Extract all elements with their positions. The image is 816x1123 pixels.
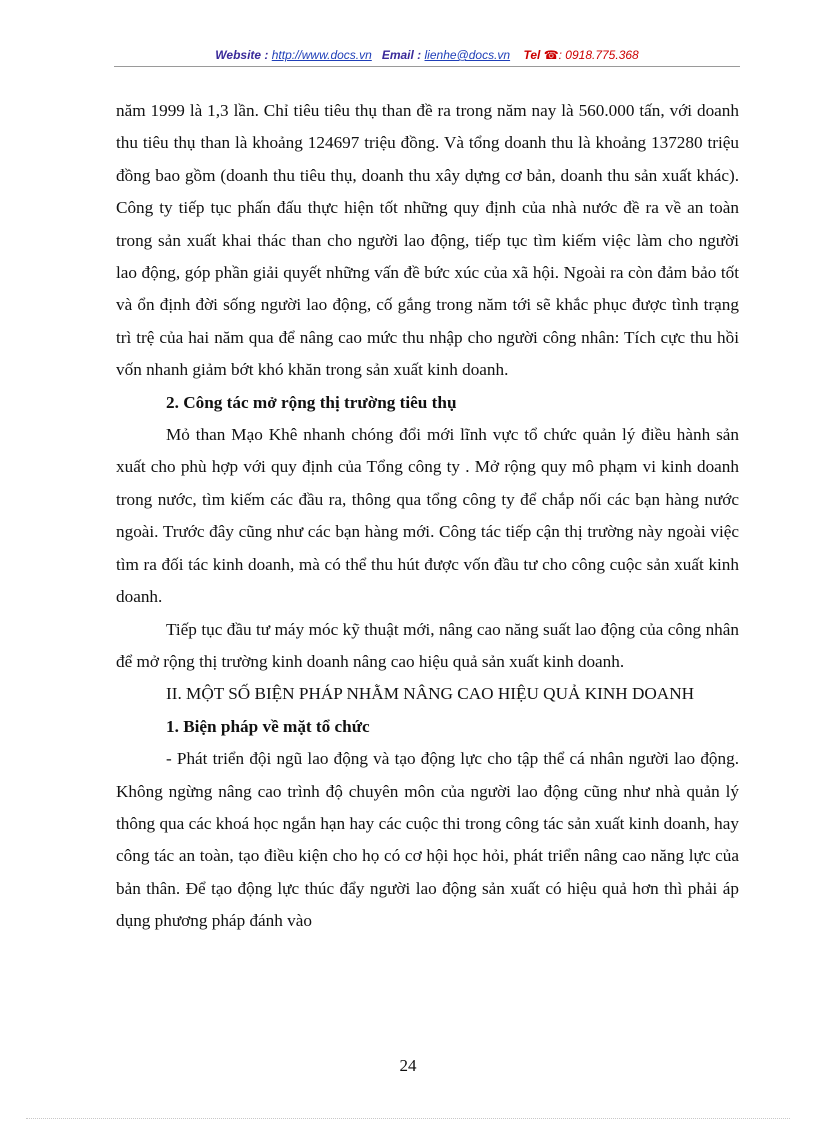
chapter-heading-measures: II. MỘT SỐ BIỆN PHÁP NHẰM NÂNG CAO HIỆU QUẢ KINH DOANH [166, 684, 695, 704]
paragraph-organization: - Phát triển đội ngũ lao động và tạo động lực cho tập thể cá nhân người lao động. Không ngừng nâng cao trình độ chuyên môn của người lao động cũng như nhà quản lý thông qua các khoá học ngắn hạn hay các cuộc thi trong công tác sản xuất kinh doanh, hay công tác an toàn, tạo điều kiện cho họ có cơ hội học hỏi, phát triển nâng cao năng lực của bản thân. Để tạo động lực thúc đẩy người lao động sản xuất có hiệu quả hơn thì phải áp dụng phương pháp đánh vào [116, 749, 739, 931]
tel-number: : 0918.775.368 [558, 48, 639, 62]
website-label: Website : [215, 48, 269, 62]
section-heading-organization: 1. Biện pháp về mặt tổ chức [166, 716, 370, 736]
page-number: 24 [399, 1056, 417, 1075]
tel-label: Tel [523, 48, 541, 62]
page-bottom-border [26, 1118, 790, 1119]
email-link[interactable]: lienhe@docs.vn [424, 48, 511, 62]
phone-icon: ☎ [543, 48, 559, 62]
section-heading-market: 2. Công tác mở rộng thị trường tiêu thụ [166, 392, 457, 412]
paragraph-continued: năm 1999 là 1,3 lần. Chỉ tiêu tiêu thụ than đề ra trong năm nay là 560.000 tấn, với doanh thu tiêu thụ than là khoảng 124697 triệu đồng. Và tổng doanh thu là khoảng 137280 triệu đồng bao gồm (doanh thu tiêu thụ, doanh thu xây dựng cơ bản, doanh thu sản xuất khác). Công ty tiếp tục phấn đấu thực hiện tốt những quy định của nhà nước đề ra về an toàn trong sản xuất khai thác than cho người lao động, tiếp tục tìm kiếm việc làm cho người lao động, góp phần giải quyết những vấn đề bức xúc của xã hội. Ngoài ra còn đảm bảo tốt và ổn định đời sống người lao động, cố gắng trong năm tới sẽ khắc phục được tình trạng trì trệ của hai năm qua để nâng cao mức thu nhập cho người công nhân: Tích cực thu hồi vốn nhanh giảm bớt khó khăn trong sản xuất kinh doanh. [116, 101, 739, 380]
email-label: Email : [381, 48, 422, 62]
paragraph-market-2: Tiếp tục đầu tư máy móc kỹ thuật mới, nâng cao năng suất lao động của công nhân để mở rộng thị trường kinh doanh nâng cao hiệu quả sản xuất kinh doanh. [116, 619, 739, 671]
document-body [116, 95, 739, 938]
paragraph-market-1: Mỏ than Mạo Khê nhanh chóng đổi mới lĩnh vực tổ chức quản lý điều hành sản xuất cho phù hợp với quy định của Tổng công ty . Mở rộng quy mô phạm vi kinh doanh trong nước, tìm kiếm các đầu ra, thông qua tổng công ty để chắp nối các bạn hàng nước ngoài. Trước đây cũng như các bạn hàng mới. Công tác tiếp cận thị trường này ngoài việc tìm ra đối tác kinh doanh, mà có thể thu hút được vốn đầu tư cho công cuộc sản xuất kinh doanh. [116, 425, 739, 607]
page-header [114, 48, 740, 68]
website-link[interactable]: http://www.docs.vn [271, 48, 372, 62]
header-divider [114, 66, 740, 67]
